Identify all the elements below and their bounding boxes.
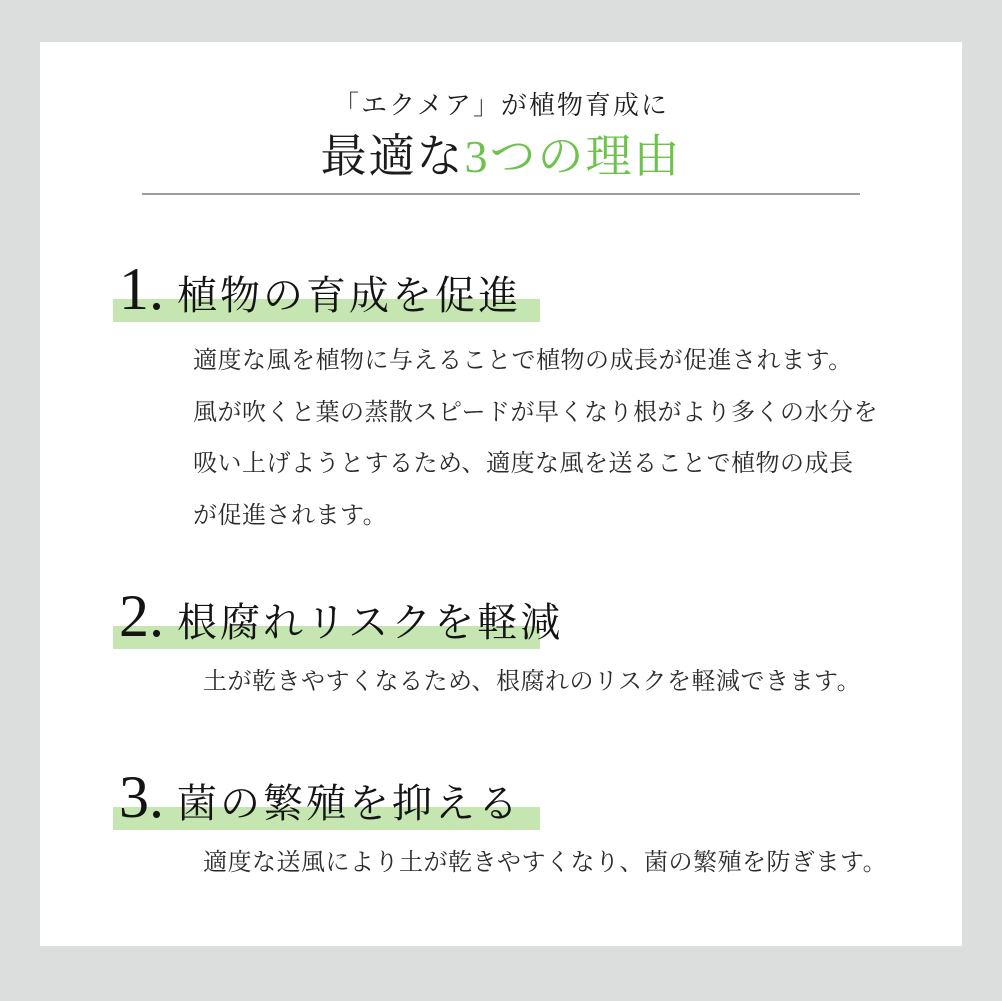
reason-1-body-line-4: が促進されます。 xyxy=(193,502,388,529)
reason-2-title: 根腐れリスクを軽減 xyxy=(177,600,564,646)
reason-3-number: 3. xyxy=(119,764,164,831)
reason-1-body-line-3: 吸い上げようとするため、適度な風を送ることで植物の成長 xyxy=(193,451,854,478)
reason-2-heading xyxy=(113,583,564,650)
reason-1-heading xyxy=(113,256,521,323)
title-block xyxy=(40,42,962,195)
reason-3-title: 菌の繁殖を抑える xyxy=(177,781,521,827)
content-panel xyxy=(40,42,962,946)
page-title xyxy=(40,131,962,184)
reason-3-body xyxy=(203,838,962,890)
section-reason-3 xyxy=(113,764,962,890)
page-title-green-part: 3つの理由 xyxy=(464,131,682,183)
reason-1-title: 植物の育成を促進 xyxy=(177,273,521,319)
section-reason-1 xyxy=(113,256,962,542)
title-divider xyxy=(142,193,860,195)
page-title-black-part: 最適な xyxy=(320,131,465,183)
reason-2-body-line-1: 土が乾きやすくなるため、根腐れのリスクを軽減できます。 xyxy=(203,669,862,696)
reason-2-number: 2. xyxy=(119,583,164,650)
reason-1-body-line-2: 風が吹くと葉の蒸散スピードが早くなり根がより多くの水分を xyxy=(193,399,879,426)
reason-1-body-line-1: 適度な風を植物に与えることで植物の成長が促進されます。 xyxy=(193,348,853,375)
reason-1-number: 1. xyxy=(119,256,164,323)
reason-2-body xyxy=(203,657,962,709)
reason-3-body-line-1: 適度な送風により土が乾きやすくなり、菌の繁殖を防ぎます。 xyxy=(203,850,888,877)
section-reason-2 xyxy=(113,583,962,709)
title-subline: 「エクメア」が植物育成に xyxy=(333,91,669,120)
reason-1-body xyxy=(193,336,962,542)
reason-3-heading xyxy=(113,764,521,831)
